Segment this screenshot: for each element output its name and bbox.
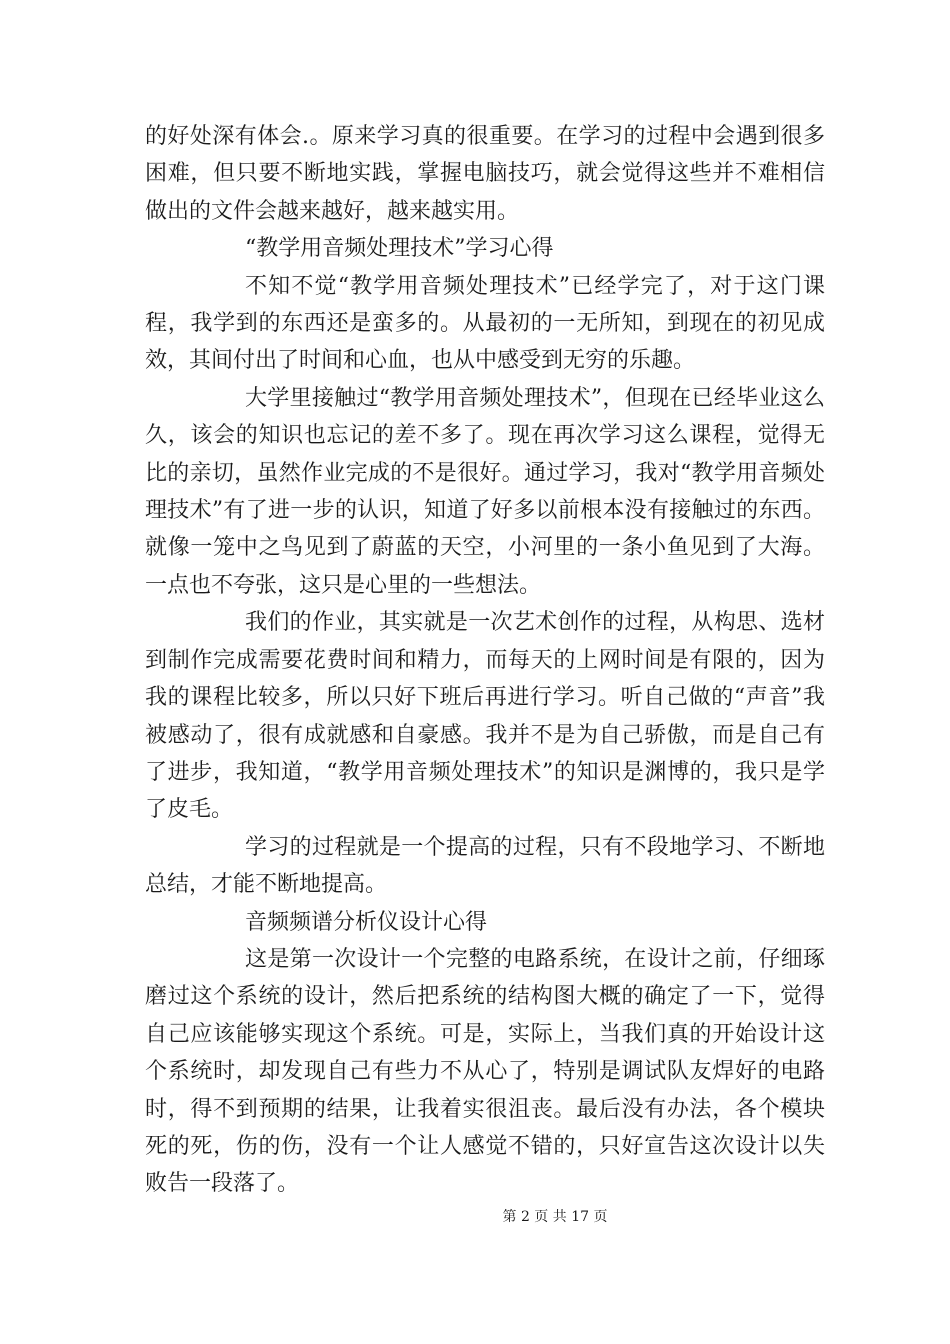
paragraph-5: 学习的过程就是一个提高的过程，只有不段地学习、不断地总结，才能不断地提高。 [145, 834, 825, 898]
heading-spectrum-analyzer: 音频频谱分析仪设计心得 [245, 909, 488, 935]
paragraph-3: 大学里接触过“教学用音频处理技术”，但现在已经毕业这么久，该会的知识也忘记的差不多了。现在再次学习这么课程，觉得无比的亲切，虽然作业完成的不是很好。通过学习，我对“教学用音频处理技术”有了进一步的认识，知道了好多以前根本没有接触过的东西。就像一笼中之鸟见到了蔚蓝的天空，小河里的一条小鱼见到了大海。一点也不夸张，这只是心里的一些想法。 [145, 385, 825, 598]
paragraph-6: 这是第一次设计一个完整的电路系统，在设计之前，仔细琢磨过这个系统的设计，然后把系统的结构图大概的确定了一下，觉得自己应该能够实现这个系统。可是，实际上，当我们真的开始设计这个系统时，却发现自己有些力不从心了，特别是调试队友焊好的电路时，得不到预期的结果，让我着实很沮丧。最后没有办法，各个模块死的死，伤的伤，没有一个让人感觉不错的，只好宣告这次设计以失败告一段落了。 [145, 946, 825, 1197]
paragraph-4: 我们的作业，其实就是一次艺术创作的过程，从构思、选材到制作完成需要花费时间和精力，而每天的上网时间是有限的，因为我的课程比较多，所以只好下班后再进行学习。听自己做的“声音”我被感动了，很有成就感和自豪感。我并不是为自己骄傲，而是自己有了进步，我知道，“教学用音频处理技术”的知识是渊博的，我只是学了皮毛。 [145, 610, 825, 823]
page-footer: 第 2 页 共 17 页 [502, 1209, 608, 1225]
paragraph-2: 不知不觉“教学用音频处理技术”已经学完了，对于这门课程，我学到的东西还是蛮多的。从最初的一无所知，到现在的初见成效，其间付出了时间和心血，也从中感受到无穷的乐趣。 [145, 273, 825, 374]
paragraph-1: 的好处深有体会.。原来学习真的很重要。在学习的过程中会遇到很多困难，但只要不断地实践，掌握电脑技巧，就会觉得这些并不难相信做出的文件会越来越好，越来越实用。 [145, 124, 825, 224]
heading-audio-processing: “教学用音频处理技术”学习心得 [245, 236, 554, 262]
document-body [145, 118, 825, 1203]
